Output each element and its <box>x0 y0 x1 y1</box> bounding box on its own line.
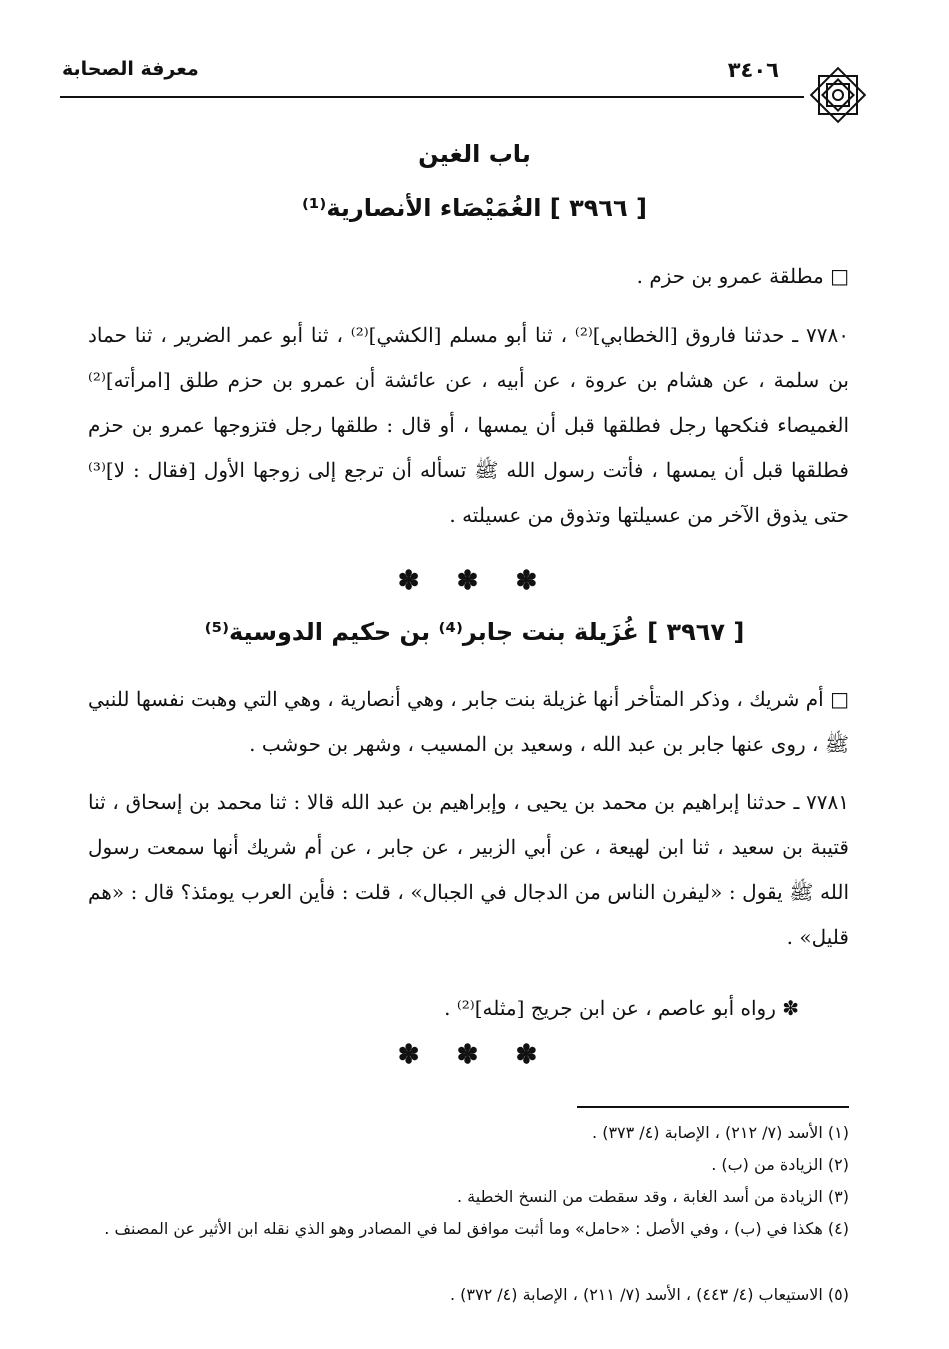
footnote: (١) الأسد (٧/ ٢١٢) ، الإصابة (٤/ ٣٧٣) . <box>592 1123 849 1142</box>
running-header-title: معرفة الصحابة <box>62 58 199 80</box>
hadith-text: ٧٧٨١ ـ حدثنا إبراهيم بن محمد بن يحيى ، وإبراهيم بن عبد الله قالا : ثنا محمد بن إسحاق ، ثنا قتيبة بن سعيد ، ثنا ابن لهيعة ، عن أبي الزبير ، عن جابر ، عن أم شريك أنها سمعت رسول الله ﷺ يقول : «ليفرن الناس من الدجال في الجبال» ، قلت : فأين العرب يومئذ؟ قال : «هم قليل» . <box>88 790 849 949</box>
chapter-title: باب الغين <box>418 140 531 168</box>
section-separator: ✽ ✽ ✽ <box>397 566 552 596</box>
footnote: (٤) هكذا في (ب) ، وفي الأصل : «حامل» وما أثبت موافق لما في المصادر وهو الذي نقله ابن الأثير عن المصنف . <box>104 1219 849 1238</box>
footnote: (٥) الاستيعاب (٤/ ٤٤٣) ، الأسد (٧/ ٢١١) ، الإصابة (٤/ ٣٧٢) . <box>449 1285 849 1304</box>
ornament-icon <box>807 64 869 126</box>
page-number: ٣٤٠٦ <box>727 58 779 82</box>
section-separator: ✽ ✽ ✽ <box>397 1040 552 1070</box>
entry-title: [ ٣٩٦٦ ] الغُمَيْصَاء الأنصارية⁽¹⁾ <box>301 194 648 222</box>
footnote: (٣) الزيادة من أسد الغابة ، وقد سقطت من النسخ الخطية . <box>457 1187 849 1206</box>
footnote-rule <box>577 1106 849 1108</box>
entry-intro: □ مطلقة عمرو بن حزم . <box>636 264 849 288</box>
hadith-text: ٧٧٨٠ ـ حدثنا فاروق [الخطابي]⁽²⁾ ، ثنا أبو مسلم [الكشي]⁽²⁾ ، ثنا أبو عمر الضرير ، ثنا حماد بن سلمة ، عن هشام بن عروة ، عن أبيه ، عن عائشة أن عمرو بن حزم طلق [امرأته]⁽²⁾ الغميصاء فنكحها رجل فطلقها قبل أن يمسها ، أو قال : طلقها رجل فتزوجها عمرو بن حزم فطلقها قبل أن يمسها ، فأتت رسول الله ﷺ تسأله أن ترجع إلى زوجها الأول [فقال : لا]⁽³⁾ حتى يذوق الآخر من عسيلتها وتذوق من عسيلته . <box>88 323 850 527</box>
header-rule <box>60 96 804 98</box>
footnote: (٢) الزيادة من (ب) . <box>711 1155 849 1174</box>
entry-title: [ ٣٩٦٧ ] غُزَيلة بنت جابر⁽⁴⁾ بن حكيم الدوسية⁽⁵⁾ <box>204 618 745 646</box>
hadith-note: ✽ رواه أبو عاصم ، عن ابن جريج [مثله]⁽²⁾ . <box>444 996 799 1020</box>
entry-intro: □ أم شريك ، وذكر المتأخر أنها غزيلة بنت جابر ، وهي أنصارية ، وهي التي وهبت نفسها للنبي ﷺ ، روى عنها جابر بن عبد الله ، وسعيد بن المسيب ، وشهر بن حوشب . <box>88 687 849 756</box>
